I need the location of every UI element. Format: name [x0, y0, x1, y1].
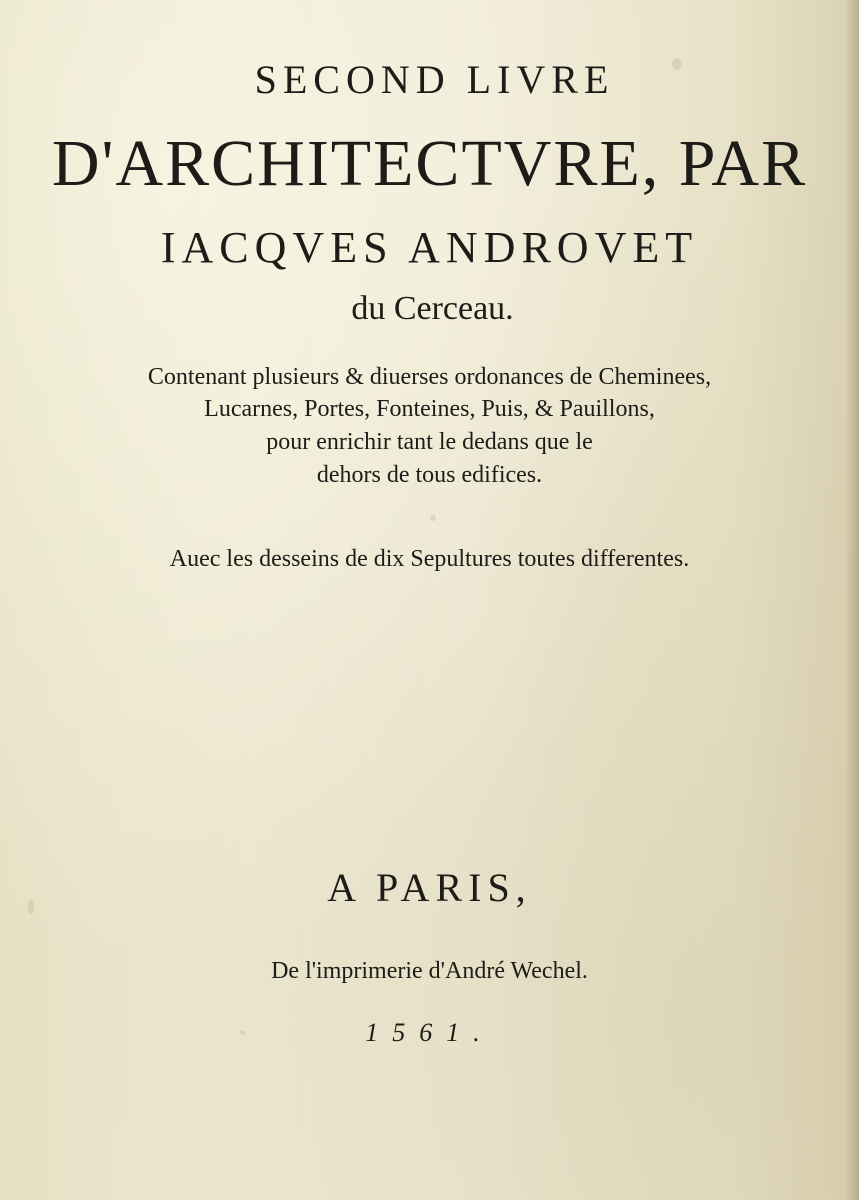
- description-line: pour enrichir tant le dedans que le: [266, 429, 593, 455]
- title-line-second-livre: SECOND LIVRE: [254, 57, 615, 102]
- paper-stain: [430, 515, 436, 521]
- author-surname: du Cerceau.: [351, 290, 514, 327]
- description-line: Contenant plusieurs & diuerses ordonances de Cheminees,: [147, 364, 712, 390]
- imprint-year: 1561.: [365, 1018, 494, 1047]
- description-line: dehors de tous edifices.: [316, 462, 543, 488]
- title-line-architecture: D'ARCHITECTVRE, PAR: [51, 127, 808, 200]
- imprint-printer: De l'imprimerie d'André Wechel.: [271, 958, 588, 984]
- imprint-place: A PARIS,: [327, 865, 532, 910]
- author-name: IACQVES ANDROVET: [160, 223, 699, 272]
- description-line: Lucarnes, Portes, Fonteines, Puis, & Pauillons,: [204, 396, 655, 422]
- subtitle-sepultures: Auec les desseins de dix Sepultures toutes differentes.: [169, 546, 690, 572]
